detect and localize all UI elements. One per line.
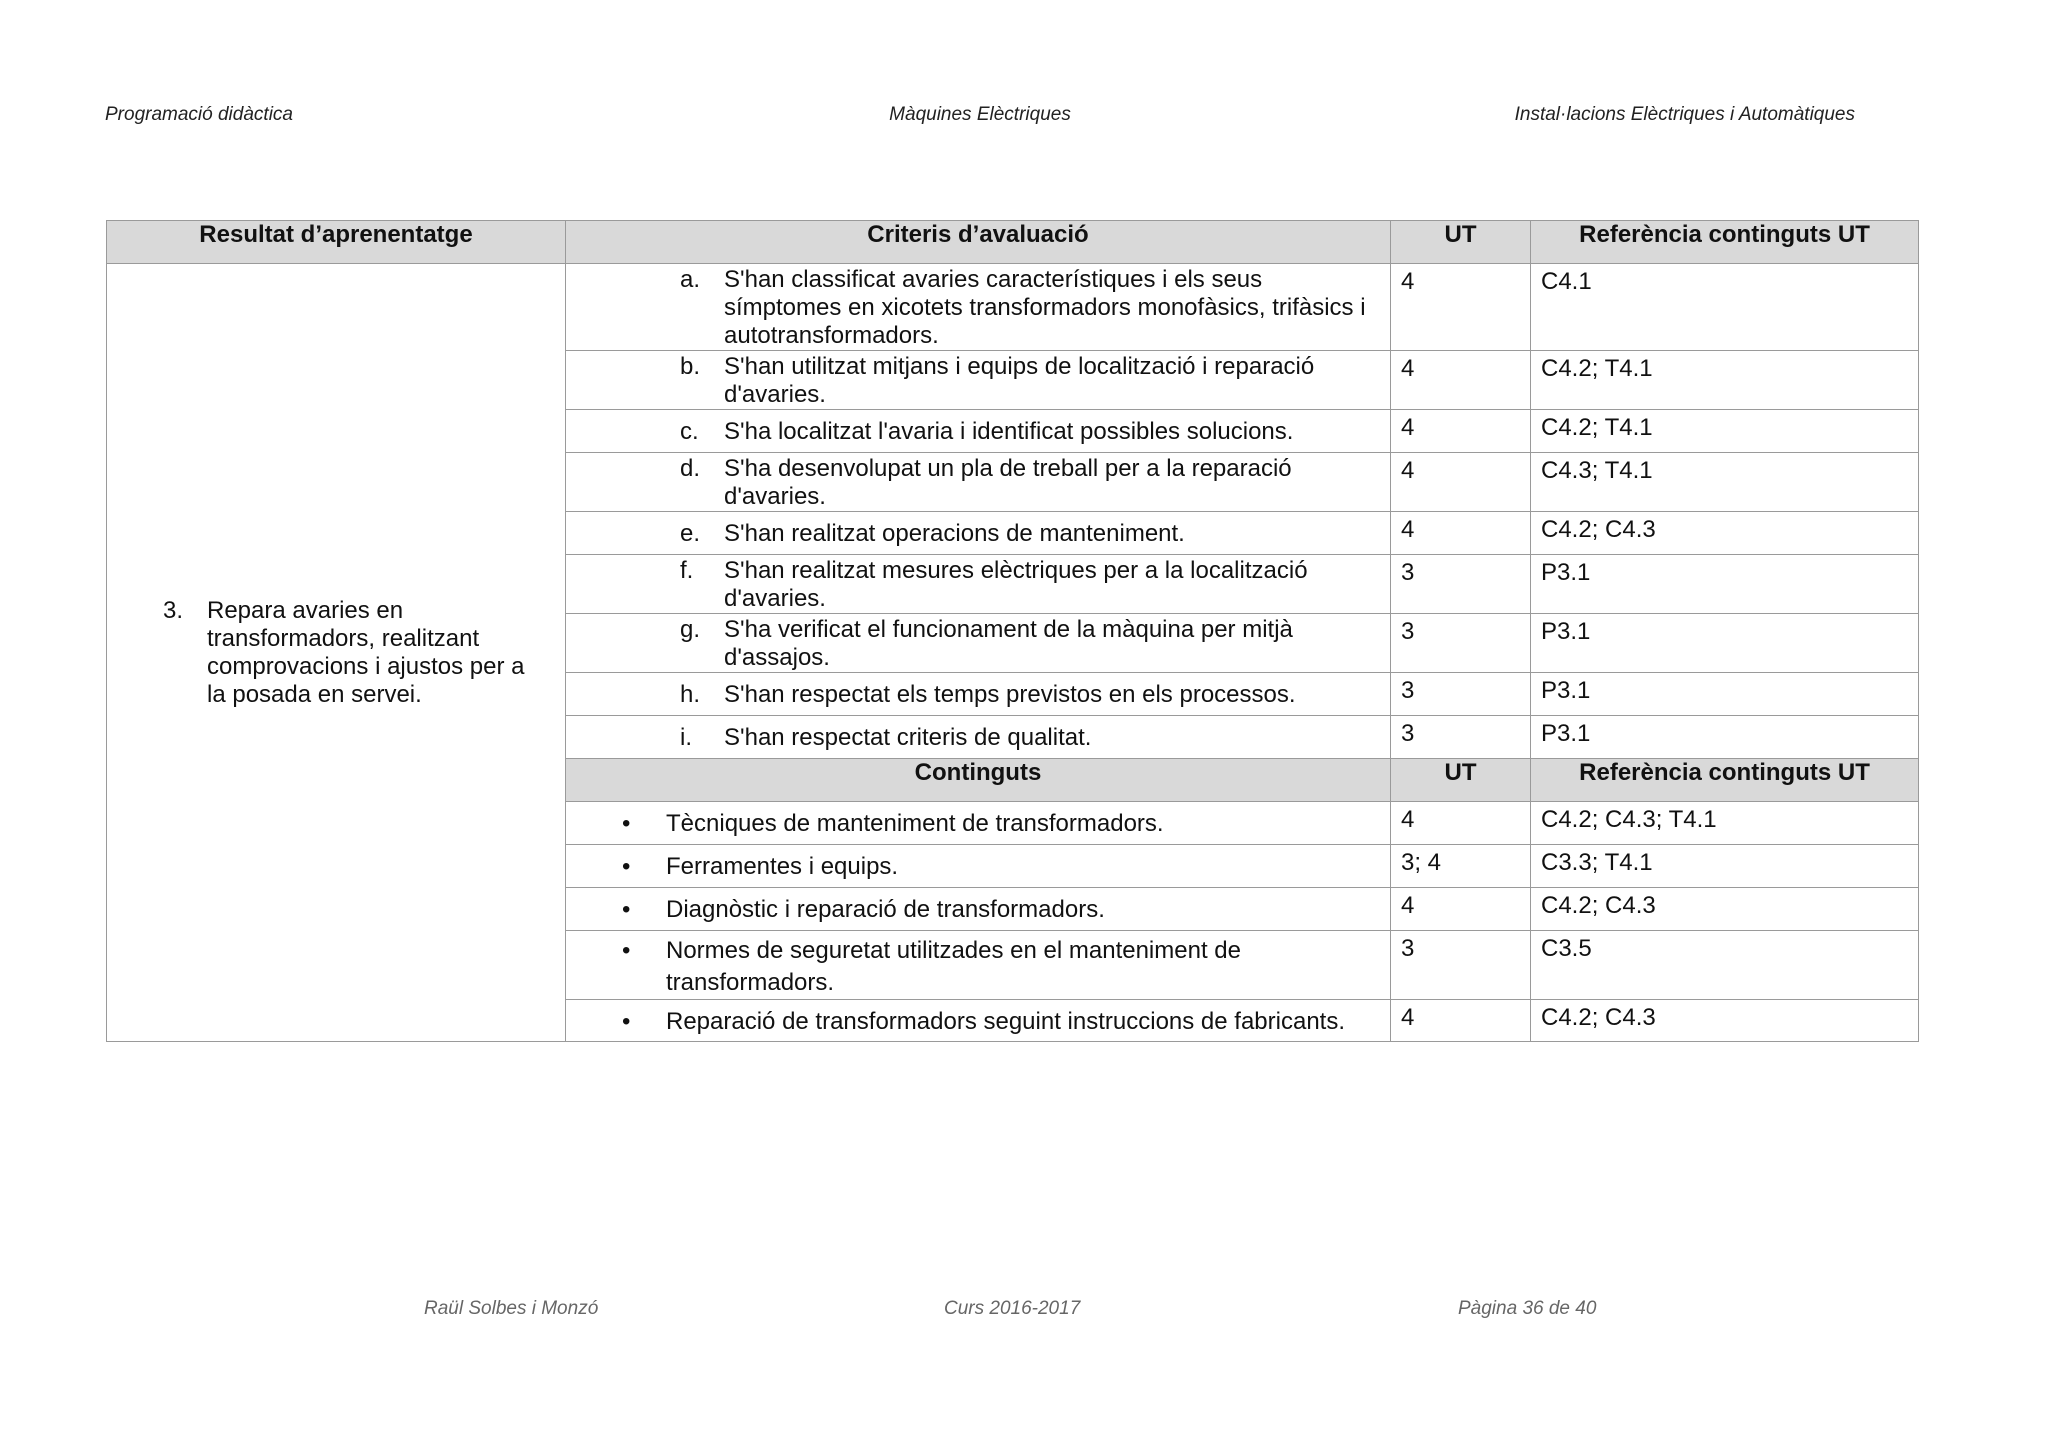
criteri-text: S'ha localitzat l'avaria i identificat possibles solucions. [724,418,1294,445]
criteri-text: S'han realitzat mesures elèctriques per a la localització d'avaries. [724,557,1308,612]
contingut-ref: C4.2; C4.3; T4.1 [1531,802,1919,845]
bullet-icon: • [622,853,631,880]
contingut-text: Diagnòstic i reparació de transformadors. [666,896,1105,923]
contingut-text: Reparació de transformadors seguint instruccions de fabricants. [666,1008,1346,1035]
header-continguts-referencia: Referència continguts UT [1531,759,1919,802]
header-resultat: Resultat d’aprenentatge [107,221,566,264]
bullet-icon: • [622,1008,631,1035]
criteri-ut: 3 [1391,716,1531,759]
header-continguts-ut: UT [1391,759,1531,802]
criteri-ref: P3.1 [1531,673,1919,716]
contingut-text: Normes de seguretat utilitzades en el manteniment de transformadors. [666,937,1241,996]
header-continguts: Continguts [566,759,1391,802]
criteri-ut: 3 [1391,673,1531,716]
criteri-text: S'ha desenvolupat un pla de treball per a la reparació d'avaries. [724,455,1292,510]
contingut-ut: 3 [1391,931,1531,1000]
criteri-text: S'han respectat els temps previstos en els processos. [724,681,1296,708]
contingut-ut: 4 [1391,802,1531,845]
criteri-ut: 3 [1391,614,1531,673]
criteri-ut: 4 [1391,512,1531,555]
criteri-text: S'han utilitzat mitjans i equips de localització i reparació d'avaries. [724,353,1315,408]
criteri-cell [566,410,1391,453]
resultat-number: 3. [163,596,184,624]
criteri-cell [566,555,1391,614]
criteri-cell [566,614,1391,673]
table-row [107,264,1919,351]
contingut-ref: C3.3; T4.1 [1531,845,1919,888]
criteri-cell [566,512,1391,555]
criteri-ut: 4 [1391,351,1531,410]
evaluation-table [106,220,1919,1042]
criteri-mark: h. [680,681,701,708]
criteri-ut: 4 [1391,410,1531,453]
footer-course: Curs 2016-2017 [944,1298,1081,1319]
header-referencia: Referència continguts UT [1531,221,1919,264]
criteri-text: S'han classificat avaries característiques i els seus símptomes en xicotets transformadors monofàsics, trifàsics i autotransformadors. [724,266,1366,349]
contingut-cell [566,802,1391,845]
contingut-ut: 4 [1391,888,1531,931]
criteri-mark: e. [680,520,701,547]
criteri-ref: C4.1 [1531,264,1919,351]
bullet-icon: • [622,810,631,837]
criteri-ref: C4.2; T4.1 [1531,351,1919,410]
contingut-cell [566,845,1391,888]
criteri-cell [566,673,1391,716]
contingut-ref: C4.2; C4.3 [1531,1000,1919,1042]
contingut-cell [566,1000,1391,1042]
bullet-icon: • [622,896,631,923]
bullet-icon: • [622,937,631,964]
criteri-ref: P3.1 [1531,716,1919,759]
resultat-aprenentatge [107,264,566,1042]
criteri-cell [566,453,1391,512]
criteri-cell [566,351,1391,410]
criteri-ref: C4.2; T4.1 [1531,410,1919,453]
contingut-ref: C4.2; C4.3 [1531,888,1919,931]
criteri-text: S'han respectat criteris de qualitat. [724,724,1092,751]
header-ut: UT [1391,221,1531,264]
header-document-title: Programació didàctica [105,104,293,125]
criteri-mark: d. [680,455,701,482]
criteri-mark: f. [680,557,694,584]
contingut-ut: 3; 4 [1391,845,1531,888]
contingut-text: Tècniques de manteniment de transformadors. [666,810,1164,837]
contingut-ref: C3.5 [1531,931,1919,1000]
table-header-row [107,221,1919,264]
criteri-mark: c. [680,418,699,445]
contingut-cell [566,931,1391,1000]
contingut-cell [566,888,1391,931]
criteri-ref: C4.2; C4.3 [1531,512,1919,555]
criteri-ut: 4 [1391,264,1531,351]
contingut-ut: 4 [1391,1000,1531,1042]
header-criteris: Criteris d’avaluació [566,221,1391,264]
header-module-name: Màquines Elèctriques [889,104,1071,125]
resultat-text: Repara avaries en transformadors, realitzant comprovacions i ajustos per a la posada en servei. [207,596,525,708]
criteri-ref: C4.3; T4.1 [1531,453,1919,512]
criteri-cell [566,264,1391,351]
footer-page-number: Pàgina 36 de 40 [1458,1298,1597,1319]
contingut-text: Ferramentes i equips. [666,853,899,880]
criteri-cell [566,716,1391,759]
criteri-ref: P3.1 [1531,614,1919,673]
criteri-mark: g. [680,616,701,643]
criteri-mark: b. [680,353,701,380]
criteri-mark: a. [680,266,701,293]
criteri-ut: 3 [1391,555,1531,614]
criteri-text: S'ha verificat el funcionament de la màquina per mitjà d'assajos. [724,616,1293,671]
criteri-ut: 4 [1391,453,1531,512]
header-cycle-name: Instal·lacions Elèctriques i Automàtiques [1514,104,1855,125]
footer-author: Raül Solbes i Monzó [424,1298,599,1319]
criteri-mark: i. [680,724,692,751]
criteri-ref: P3.1 [1531,555,1919,614]
criteri-text: S'han realitzat operacions de manteniment. [724,520,1185,547]
